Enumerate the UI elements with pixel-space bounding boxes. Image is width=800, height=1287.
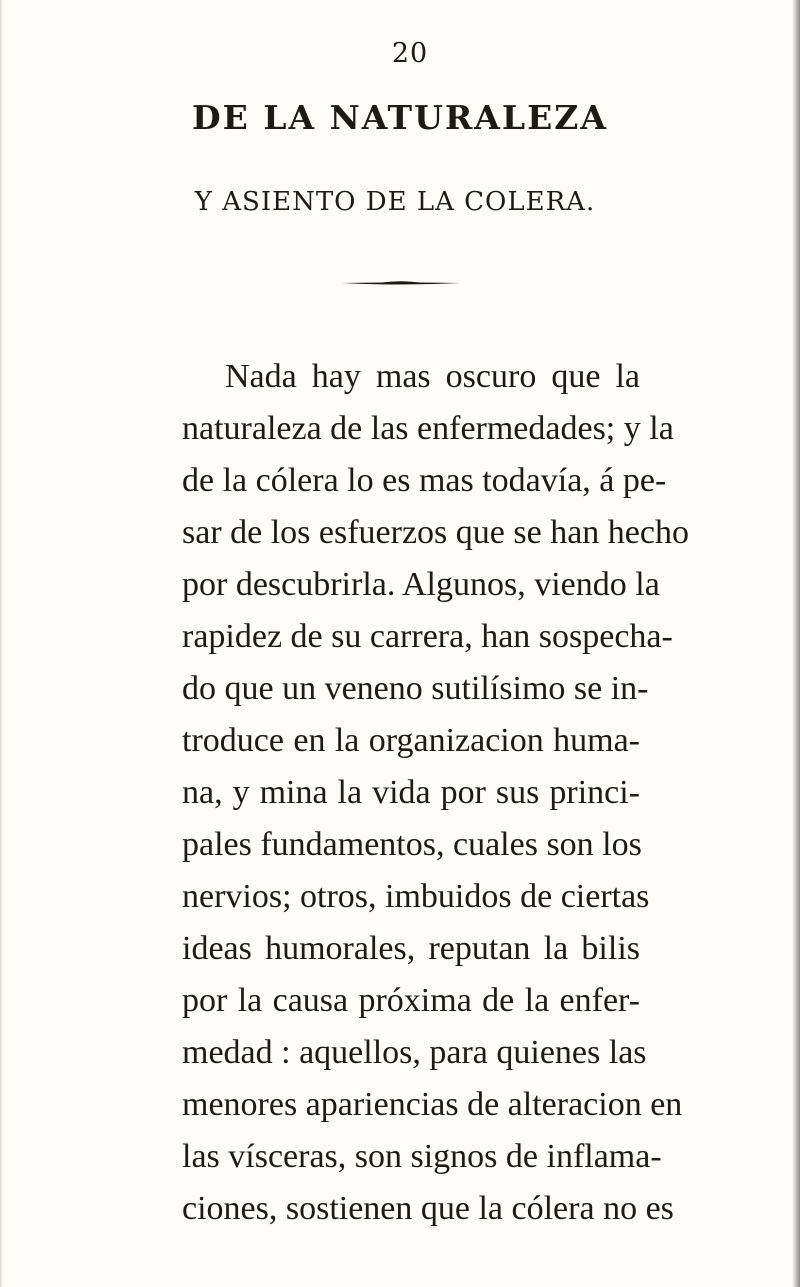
text-line: troduce en la organizacion huma-: [182, 722, 640, 759]
text-line: Nada hay mas oscuro que la: [225, 358, 640, 395]
text-line: ciones, sostienen que la cólera no es: [182, 1190, 674, 1227]
text-line: medad : aquellos, para quienes las: [182, 1034, 647, 1071]
page-number: 20: [391, 38, 429, 69]
text-line: por descubrirla. Algunos, viendo la: [182, 566, 660, 603]
text-line: rapidez de su carrera, han sospecha-: [182, 618, 673, 655]
text-line: naturaleza de las enfermedades; y la: [182, 410, 674, 447]
text-line: ideas humorales, reputan la bilis: [182, 930, 640, 967]
chapter-title: DE LA NATURALEZA: [192, 98, 608, 137]
text-line: sar de los esfuerzos que se han hecho: [182, 514, 689, 551]
text-line: pales fundamentos, cuales son los: [182, 826, 642, 863]
decorative-rule: [342, 280, 460, 286]
chapter-subtitle: Y ASIENTO DE LA COLERA.: [194, 187, 596, 217]
text-line: nervios; otros, imbuidos de ciertas: [182, 878, 650, 915]
text-line: menores apariencias de alteracion en: [182, 1086, 683, 1123]
body-paragraph: [182, 351, 689, 1235]
text-line: por la causa próxima de la enfer-: [182, 982, 640, 1019]
page-right-edge-shadow: [792, 0, 800, 1287]
text-line: de la cólera lo es mas todavía, á pe-: [182, 462, 667, 499]
text-line: las vísceras, son signos de inflama-: [182, 1138, 662, 1175]
text-line: na, y mina la vida por sus princi-: [182, 774, 640, 811]
text-line: do que un veneno sutilísimo se in-: [182, 670, 649, 707]
